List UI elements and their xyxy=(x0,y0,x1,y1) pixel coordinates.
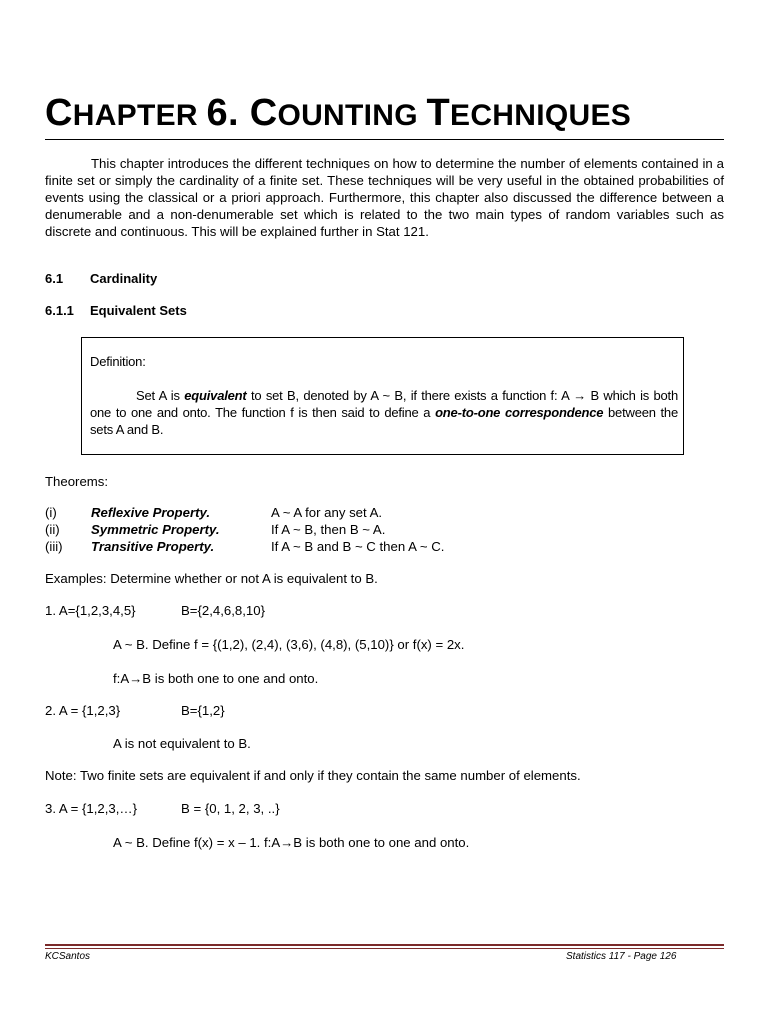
note-text: Note: Two finite sets are equivalent if and only if they contain the same number of elements. xyxy=(45,768,581,783)
section-heading: 6.1 Cardinality xyxy=(45,271,158,286)
example-3-answer: A ~ B. Define f(x) = x – 1. f:A→B is both one to one and onto. xyxy=(113,835,470,850)
definition-label: Definition: xyxy=(90,354,146,369)
example-1-conclusion: f:A→B is both one to one and onto. xyxy=(113,671,319,686)
definition-text: Set A is equivalent to set B, denoted by A ~ B, if there exists a function f: A → B which is both one to one and onto. The function f is then said to define a one-to-one correspondence between the sets A and B. xyxy=(90,388,678,437)
title-underline xyxy=(45,139,724,140)
examples-intro: Examples: Determine whether or not A is equivalent to B. xyxy=(45,571,378,586)
footer-page: Statistics 117 - Page 126 xyxy=(566,951,677,962)
example-1-set-b: B={2,4,6,8,10} xyxy=(181,603,265,618)
footer-rule-thin xyxy=(45,948,724,949)
theorem-item: (i) Reflexive Property. A ~ A for any set A. xyxy=(45,505,383,520)
chapter-title: CHAPTER 6. COUNTING TECHNIQUES xyxy=(45,92,632,134)
example-2-answer: A is not equivalent to B. xyxy=(113,736,251,751)
theorem-list xyxy=(45,505,444,556)
example-2-set-a: 2. A = {1,2,3} xyxy=(45,703,121,718)
example-3-set-a: 3. A = {1,2,3,…} xyxy=(45,801,138,816)
theorem-item: (ii) Symmetric Property. If A ~ B, then B ~ A. xyxy=(45,522,386,537)
theorem-item: (iii) Transitive Property. If A ~ B and B ~ C then A ~ C. xyxy=(45,539,445,554)
example-1-answer: A ~ B. Define f = {(1,2), (2,4), (3,6), (4,8), (5,10)} or f(x) = 2x. xyxy=(113,637,465,652)
theorems-label: Theorems: xyxy=(45,474,109,489)
intro-paragraph: This chapter introduces the different techniques on how to determine the number of elements contained in a finite set or simply the cardinality of a finite set. These techniques will be very useful in the obtained probabilities of events using the classical or a priori approach. Furthermore, this chapter also discussed the difference between a denumerable and a non-denumerable set which is related to the two main types of random variables such as discrete and continuous. This will be explained further in Stat 121. xyxy=(45,156,724,239)
example-1-set-a: 1. A={1,2,3,4,5} xyxy=(45,603,136,618)
footer-rule xyxy=(45,944,724,946)
footer-author: KCSantos xyxy=(45,951,91,962)
example-2-set-b: B={1,2} xyxy=(181,703,225,718)
term-correspondence: one-to-one correspondence xyxy=(435,405,604,420)
example-3-set-b: B = {0, 1, 2, 3, ..} xyxy=(181,801,280,816)
subsection-heading: 6.1.1 Equivalent Sets xyxy=(45,303,187,318)
term-equivalent: equivalent xyxy=(184,388,247,403)
